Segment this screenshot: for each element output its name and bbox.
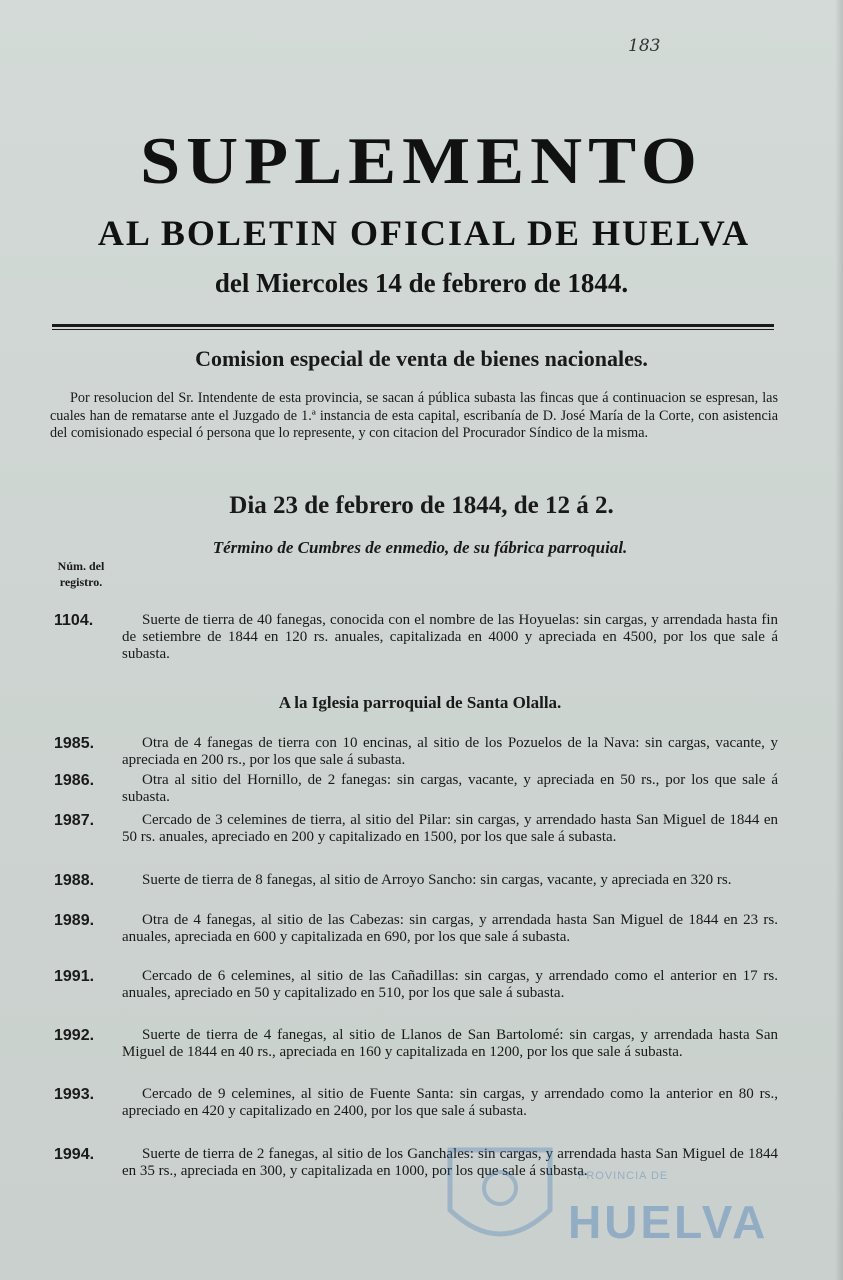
entry-number: 1988. — [54, 872, 95, 889]
entry-number: 1985. — [54, 735, 95, 752]
entry-number: 1986. — [54, 772, 95, 789]
entry-text: Suerte de tierra de 2 fanegas, al sitio de los Ganchales: sin cargas, y arrendada hasta San Miguel de 1844 en 35 rs., apreciada en 300, y capitalizada en 1000, por los que sale á subasta. — [122, 1146, 778, 1179]
entry-text: Suerte de tierra de 8 fanegas, al sitio de Arroyo Sancho: sin cargas, vacante, y apreciada en 320 rs. — [142, 872, 732, 888]
entry-text: Otra de 4 fanegas, al sitio de las Cabezas: sin cargas, y arrendada hasta San Miguel de 1844 en 23 rs. anuales, apreciada en 600 y capitalizada en 690, por los que sale á subasta. — [122, 912, 778, 945]
page-title: SUPLEMENTO — [140, 124, 703, 198]
list-item — [54, 968, 778, 1002]
intro-paragraph: Por resolucion del Sr. Intendente de esta provincia, se sacan á pública subasta las fincas que á continuacion se espresan, las cuales han de rematarse ante el Juzgado de 1.ª instancia de esta capital, escribanía de D. José María de la Corte, con asistencia del comisionado especial ó persona que lo represente, y con citacion del Procurador Síndico de la misma. — [50, 390, 778, 442]
entry-number: 1987. — [54, 812, 95, 829]
entry-text: Suerte de tierra de 40 fanegas, conocida con el nombre de las Hoyuelas: sin cargas, y arrendada hasta fin de setiembre de 1844 en 120 rs. anuales, capitalizada en 4000 y apreciada en 4500, por los que sale á subasta. — [122, 612, 778, 662]
folio-number: 183 — [628, 36, 661, 56]
list-item — [54, 872, 778, 889]
page-edge-shadow — [835, 0, 843, 1280]
entry-text: Otra de 4 fanegas de tierra con 10 encinas, al sitio de los Pozuelos de la Nava: sin cargas, vacante, y apreciada en 200 rs., por los que sale á subasta. — [122, 735, 778, 768]
entry-number: 1994. — [54, 1146, 95, 1163]
subhead-olalla: A la Iglesia parroquial de Santa Olalla. — [278, 693, 562, 712]
header-rule-thin — [52, 329, 774, 330]
list-item — [54, 772, 778, 806]
watermark-small-text: PROVINCIA DE — [578, 1170, 669, 1182]
header-rule-thick — [52, 324, 774, 327]
page-subtitle: AL BOLETIN OFICIAL DE HUELVA — [97, 213, 751, 253]
list-item — [54, 735, 778, 769]
subhead-cumbres: Término de Cumbres de enmedio, de su fábrica parroquial. — [212, 538, 628, 557]
list-item — [54, 1086, 778, 1120]
entry-number: 1993. — [54, 1086, 95, 1103]
auction-day-heading: Dia 23 de febrero de 1844, de 12 á 2. — [229, 492, 614, 519]
list-item — [54, 812, 778, 846]
entry-text: Cercado de 9 celemines, al sitio de Fuente Santa: sin cargas, y arrendado como la anterior en 80 rs., apreciado en 420 y capitalizado en 2400, por los que sale á subasta. — [122, 1086, 778, 1119]
entry-text: Suerte de tierra de 4 fanegas, al sitio de Llanos de San Bartolomé: sin cargas, y arrendada hasta San Miguel de 1844 en 40 rs., apreciada en 160 y capitalizada en 1200, por los que sale á subasta. — [122, 1027, 778, 1060]
entry-text: Cercado de 3 celemines de tierra, al sitio del Pilar: sin cargas, y arrendado hasta San Miguel de 1844 en 50 rs. anuales, apreciado en 200 y capitalizado en 1500, por los que sale á subasta. — [122, 812, 778, 845]
list-item — [54, 912, 778, 946]
watermark-text: HUELVA — [568, 1196, 769, 1248]
list-item — [54, 612, 778, 663]
issue-dateline: del Miercoles 14 de febrero de 1844. — [214, 268, 629, 298]
entry-number: 1989. — [54, 912, 95, 929]
column-header-registro: Núm. del registro. — [57, 559, 105, 589]
entry-text: Cercado de 6 celemines, al sitio de las Cañadillas: sin cargas, y arrendado como el anterior en 17 rs. anuales, apreciado en 50 y capitalizado en 510, por los que sale á subasta. — [122, 968, 778, 1001]
entry-number: 1992. — [54, 1027, 95, 1044]
list-item — [54, 1027, 778, 1061]
entry-text: Otra al sitio del Hornillo, de 2 fanegas: sin cargas, vacante, y apreciada en 50 rs., por los que sale á subasta. — [122, 772, 778, 805]
entry-number: 1991. — [54, 968, 95, 985]
section-title: Comision especial de venta de bienes nacionales. — [195, 346, 648, 371]
entry-number: 1104. — [54, 612, 94, 629]
